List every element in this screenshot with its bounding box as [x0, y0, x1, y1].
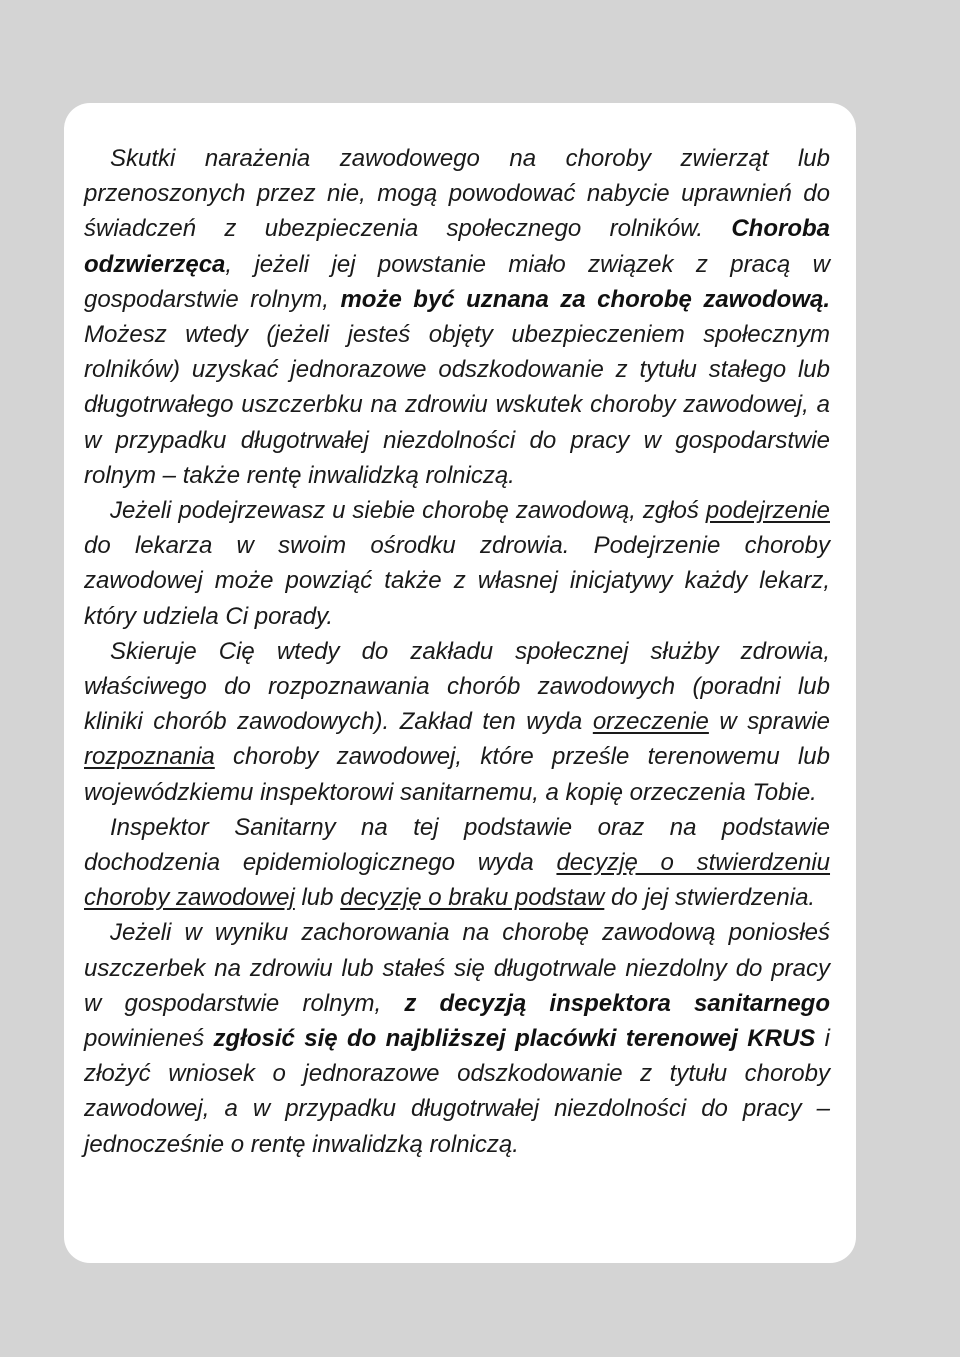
- paragraph-referral: [84, 634, 830, 810]
- text-segment: Inspektor Sanitarny na tej podstawie oraz na podstawie dochodzenia epidemiologicznego wyda: [84, 813, 830, 877]
- paragraph-occupational-disease: [84, 141, 830, 493]
- underlined-term-diagnosis: rozpoznania: [84, 743, 215, 771]
- paragraph-krus-application: [84, 915, 830, 1161]
- underlined-term-suspicion: podejrzenie: [705, 497, 830, 525]
- bold-krus-office: zgłosić się do najbliższej placówki terenowej KRUS: [213, 1025, 816, 1053]
- text-segment: powinieneś: [84, 1025, 214, 1053]
- underlined-term-ruling: orzeczenie: [592, 708, 709, 736]
- text-segment: do lekarza w swoim ośrodku zdrowia. Podejrzenie choroby zawodowej może powziąć także z własnej inicjatywy każdy lekarz, który udziela Ci porady.: [84, 532, 830, 630]
- underlined-term-decision-confirm: decyzję o stwierdzeniu choroby zawodowej: [84, 849, 831, 912]
- text-segment: i złożyć wniosek o jednorazowe odszkodowanie z tytułu choroby zawodowej, a w przypadku długotrwałej niezdolności do pracy – jednocześnie o rentę inwalidzką rolniczą.: [84, 1025, 831, 1158]
- paragraph-report-suspicion: [84, 493, 830, 634]
- text-segment: Jeżeli w wyniku zachorowania na chorobę zawodową poniosłeś uszczerbek na zdrowiu lub stałeś się długotrwale niezdolny do pracy w gospodarstwie rolnym,: [84, 919, 830, 1017]
- text-segment: w sprawie: [708, 708, 830, 736]
- text-segment: do jej stwierdzenia.: [604, 884, 816, 912]
- text-segment: lub: [294, 884, 341, 912]
- text-segment: Możesz wtedy (jeżeli jesteś objęty ubezpieczeniem społecznym rolników) uzyskać jednorazowe odszkodowanie z tytułu stałego lub długotrwałego uszczerbku na zdrowiu wskutek choroby zawodowej, a w przypadku długotrwałej niezdolności do pracy w gospodarstwie rolnym – także rentę inwalidzką rolniczą.: [84, 321, 830, 489]
- paragraph-sanitary-inspector: [84, 810, 830, 916]
- text-segment: Skutki narażenia zawodowego na choroby zwierząt lub przenoszonych przez nie, mogą powodować nabycie uprawnień do świadczeń z ubezpieczenia społecznego rolników.: [84, 145, 830, 243]
- body-text: [84, 141, 830, 1162]
- text-segment: , jeżeli jej powstanie miało związek z pracą w gospodarstwie rolnym,: [84, 250, 830, 313]
- bold-recognition-statement: może być uznana za chorobę zawodową.: [340, 285, 830, 313]
- underlined-term-decision-deny: decyzję o braku podstaw: [340, 884, 605, 912]
- text-segment: Skieruje Cię wtedy do zakładu społecznej służby zdrowia, właściwego do rozpoznawania chorób zawodowych (poradni lub kliniki chorób zawodowych). Zakład ten wyda: [84, 637, 830, 736]
- text-segment: Jeżeli podejrzewasz u siebie chorobę zawodową, zgłoś: [110, 497, 706, 525]
- text-segment: choroby zawodowej, które prześle terenowemu lub wojewódzkiemu inspektorowi sanitarnemu, a kopię orzeczenia Tobie.: [84, 743, 830, 806]
- bold-inspector-decision: z decyzją inspektora sanitarnego: [404, 989, 830, 1017]
- bold-term-zoonosis: Choroba odzwierzęca: [84, 215, 830, 278]
